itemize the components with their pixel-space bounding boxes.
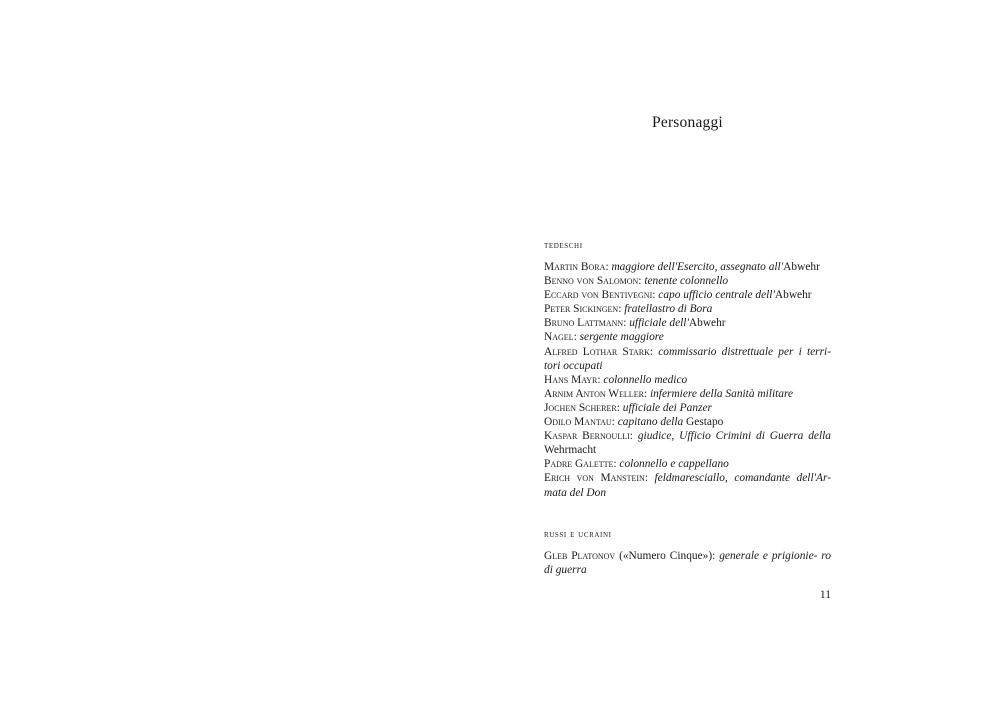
character-entry: Alfred Lothar Stark: commissario distrettuale per i terri- tori occupati (544, 345, 831, 372)
character-name: Peter Sickingen (544, 303, 619, 316)
character-name: Martin Bora (544, 261, 606, 273)
character-name: Bruno Lattmann (544, 317, 624, 330)
section-heading: russi e ucraini (544, 529, 612, 540)
character-list (544, 549, 831, 577)
character-role: commissario distrettuale per i terri- tori occupati (544, 345, 831, 372)
character-name: Kaspar Bernoulli (544, 430, 630, 443)
character-role: colonnello medico (603, 373, 688, 386)
section-heading: tedeschi (544, 240, 583, 251)
page-title: Personaggi (652, 114, 723, 131)
character-role: capitano della (617, 416, 687, 429)
character-entry: Bruno Lattmann: ufficiale dell'Abwehr (544, 317, 726, 330)
character-entry: Erich von Manstein: feldmaresciallo, comandante dell'Ar- mata del Don (544, 472, 832, 499)
character-entry: Gleb Platonov («Numero Cinque»): generale e prigionie- ro di guerra (544, 550, 832, 577)
character-name: Hans Mayr (544, 373, 598, 386)
character-name: Erich von Manstein (544, 472, 645, 485)
character-role: giudice, Ufficio Crimini di Guerra della (637, 430, 832, 443)
character-role: capo ufficio centrale dell' (658, 289, 775, 302)
character-role: colonnello e cappellano (619, 458, 729, 471)
character-list (544, 260, 831, 500)
character-entry: Hans Mayr: colonnello medico (544, 373, 688, 386)
character-entry: Kaspar Bernoulli: giudice, Ufficio Crimini di Guerra della Wehrmacht (544, 430, 832, 457)
character-role: ufficiale dell' (629, 317, 689, 330)
character-entry: Peter Sickingen: fratellastro di Bora (544, 303, 713, 316)
character-entry: Odilo Mantau: capitano della Gestapo (544, 416, 724, 429)
character-role: sergente maggiore (579, 331, 664, 344)
character-name: Alfred Lothar Stark (544, 345, 650, 358)
character-entry: Martin Bora: maggiore dell'Esercito, assegnato all'Abwehr (544, 261, 820, 273)
character-role: ufficiale dei Panzer (622, 401, 712, 414)
character-entry: Jochen Scherer: ufficiale dei Panzer (544, 401, 712, 414)
character-name: Eccard von Bentivegni (544, 289, 653, 302)
character-role: feldmaresciallo, comandante dell'Ar- mata del Don (544, 472, 832, 499)
character-role: fratellastro di Bora (624, 303, 713, 316)
character-role: generale e prigionie- ro di guerra (544, 550, 832, 577)
character-entry: Nagel: sergente maggiore (544, 331, 664, 344)
character-name: Nagel (544, 331, 574, 344)
character-entry: Benno von Salomon: tenente colonnello (544, 275, 729, 288)
character-entry: Padre Galette: colonnello e cappellano (544, 458, 729, 471)
character-role: infermiere della Sanità militare (649, 387, 794, 400)
character-role: tenente colonnello (644, 275, 729, 288)
character-entry: Arnim Anton Weller: infermiere della Sanità militare (544, 387, 794, 400)
character-name: Padre Galette (544, 458, 614, 471)
character-entry: Eccard von Bentivegni: capo ufficio centrale dell'Abwehr (544, 289, 812, 302)
character-name: Odilo Mantau (544, 416, 612, 429)
character-role: maggiore dell'Esercito, assegnato all' (611, 261, 784, 273)
character-name: Jochen Scherer (544, 401, 617, 414)
section-russians (544, 528, 831, 577)
character-name: Benno von Salomon (544, 275, 639, 288)
character-name: Gleb Platonov (544, 550, 616, 562)
section-germans (544, 239, 831, 500)
page-number: 11 (819, 589, 831, 601)
character-name: Arnim Anton Weller (544, 387, 644, 400)
